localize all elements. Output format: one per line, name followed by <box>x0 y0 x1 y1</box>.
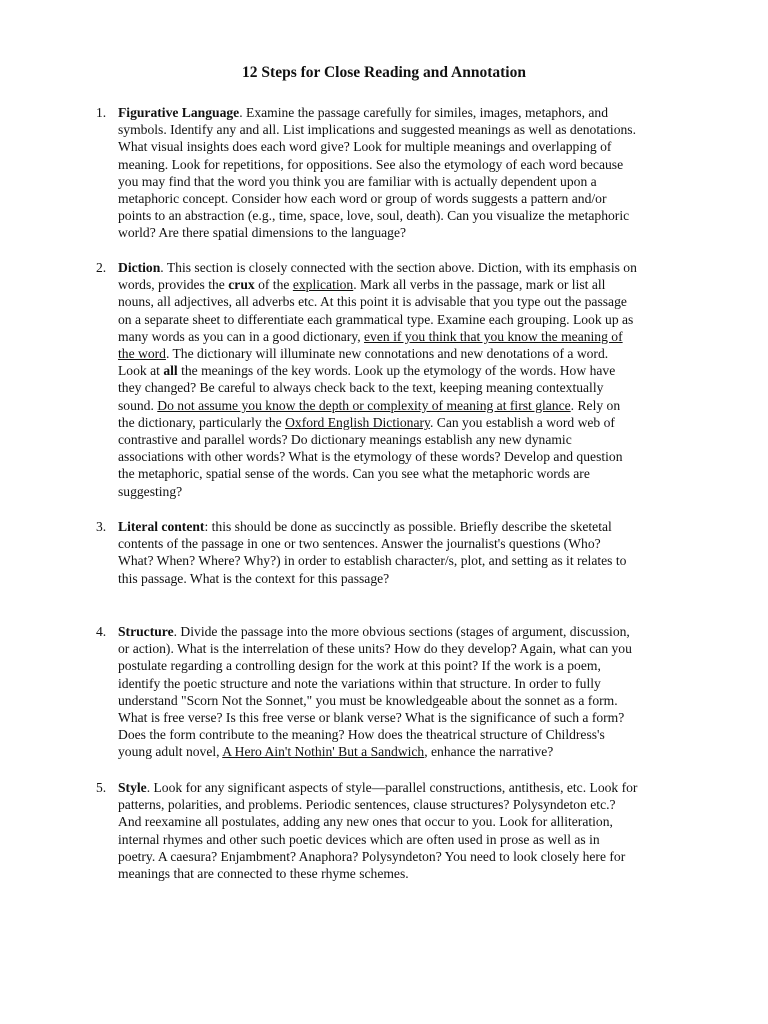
item-number: 3. <box>96 519 107 534</box>
list-item-3 <box>96 518 696 587</box>
item-body <box>118 518 696 587</box>
text-line: the dictionary, particularly the Oxford English Dictionary. Can you establish a word web of <box>118 414 615 430</box>
underlined-phrase: even if you think that you know the meaning of <box>364 328 623 344</box>
item-body <box>118 104 696 242</box>
bold-term: crux <box>228 277 255 293</box>
text-line: the metaphoric, spatial sense of the words. Can you see what the metaphoric words are <box>118 466 590 482</box>
document-title: 12 Steps for Close Reading and Annotation <box>242 64 526 81</box>
text-line: poetry. A caesura? Enjambment? Anaphora? Polysyndeton? You need to look closely here for <box>118 848 626 864</box>
underlined-term: explication <box>292 277 354 293</box>
text-line: sound. Do not assume you know the depth or complexity of meaning at first glance. Rely on <box>118 397 621 413</box>
text-line: What visual insights does each word give? Look for multiple meanings and overlapping of <box>118 139 612 155</box>
text-line: points to an abstraction (e.g., time, space, love, soul, death). Can you visualize the metaphoric <box>118 208 630 224</box>
text-line: meanings that are connected to these rhyme schemes. <box>118 866 409 882</box>
underlined-phrase: Do not assume you know the depth or complexity of meaning at first glance <box>157 397 571 413</box>
text-line: internal rhymes and other such poetic devices which are often used in prose as well as in <box>118 831 600 847</box>
text-line: the word. The dictionary will illuminate new connotations and new denotations of a word. <box>118 346 609 362</box>
text-line: or action). What is the interrelation of these units? How do they develop? Again, what can you <box>118 641 632 657</box>
item-heading: Literal content <box>118 519 205 534</box>
text-line: What is free verse? Is this free verse or blank verse? What is the significance of such a form? <box>118 710 625 726</box>
text-line: words, provides the crux of the explication. Mark all verbs in the passage, mark or list all <box>118 277 606 293</box>
item-heading: Diction <box>118 260 161 275</box>
list-item-1 <box>96 104 696 242</box>
text-line: Does the form contribute to the meaning? How does the theatrical structure of Childress's <box>118 727 605 743</box>
item-body <box>118 623 696 761</box>
text-line: world? Are there spatial dimensions to the language? <box>118 225 407 241</box>
underlined-title: A Hero Ain't Nothin' But a Sandwich <box>222 744 425 760</box>
item-body <box>118 779 696 882</box>
text-line: Literal content: this should be done as succinctly as possible. Briefly describe the sketetal <box>118 519 612 534</box>
text-line: symbols. Identify any and all. List implications and suggested meanings as well as denotations. <box>118 122 636 138</box>
list-item-2 <box>96 259 696 500</box>
text-line: understand "Scorn Not the Sonnet," you must be knowledgeable about the sonnet as a form. <box>118 692 618 708</box>
text-line: young adult novel, A Hero Ain't Nothin' But a Sandwich, enhance the narrative? <box>118 744 554 760</box>
item-number: 2. <box>96 260 107 275</box>
item-number: 4. <box>96 624 107 639</box>
text-line: nouns, all adjectives, all adverbs etc. At this point it is advisable that you type out the passage <box>118 294 627 310</box>
text-line: they changed? Be careful to always check back to the text, keeping meaning contextually <box>118 380 604 396</box>
bold-term: all <box>163 363 178 379</box>
item-heading: Figurative Language <box>118 105 240 120</box>
text-line: contents of the passage in one or two sentences. Answer the journalist's questions (Who? <box>118 536 601 552</box>
item-heading: Structure <box>118 624 174 639</box>
text-line: patterns, polarities, and problems. Periodic sentences, clause structures? Polysyndeton etc.? <box>118 797 616 813</box>
list-item-4 <box>96 623 696 761</box>
underlined-title: Oxford English Dictionary <box>285 414 430 430</box>
text-line: contrastive and parallel words? Do dictionary meanings establish any new dynamic <box>118 432 572 448</box>
text-line: postulate regarding a controlling design for the work at this point? If the work is a poem, <box>118 658 601 674</box>
text-line: on a separate sheet to differentiate each grammatical type. Examine each grouping. Look up as <box>118 311 634 327</box>
item-number: 5. <box>96 780 107 795</box>
text-line: Look at all the meanings of the key words. Look up the etymology of the words. How have <box>118 363 616 379</box>
text-line: metaphoric concept. Consider how each word or group of words suggests a pattern and/or <box>118 191 607 207</box>
underlined-phrase: the word <box>118 346 166 362</box>
text-line: Figurative Language. Examine the passage carefully for similes, images, metaphors, and <box>118 105 609 120</box>
text-line: many words as you can in a good dictionary, even if you think that you know the meaning of <box>118 328 623 344</box>
text-line: Structure. Divide the passage into the more obvious sections (stages of argument, discussion, <box>118 624 630 639</box>
item-body <box>118 259 696 500</box>
text-line: meaning. Look for repetitions, for oppositions. See also the etymology of each word because <box>118 156 624 172</box>
text-line: And reexamine all postulates, adding any new ones that occur to you. Look for alliteration, <box>118 814 613 830</box>
item-heading: Style <box>118 780 147 795</box>
text-line: Diction. This section is closely connected with the section above. Diction, with its emphasis on <box>118 260 637 275</box>
text-line: identify the poetic structure and note the variations within that structure. In order to fully <box>118 675 601 691</box>
list-item-5 <box>96 779 696 882</box>
text-line: you may find that the word you think you are familiar with is actually dependent upon a <box>118 173 597 189</box>
text-line: this passage. What is the context for this passage? <box>118 570 390 586</box>
text-line: suggesting? <box>118 483 183 499</box>
text-line: Style. Look for any significant aspects of style—parallel constructions, antithesis, etc. Look for <box>118 780 638 795</box>
text-line: associations with other words? What is the etymology of these words? Develop and question <box>118 449 623 465</box>
item-number: 1. <box>96 105 107 120</box>
text-line: What? When? Where? Why?) in order to establish character/s, plot, and setting as it relates to <box>118 553 627 569</box>
